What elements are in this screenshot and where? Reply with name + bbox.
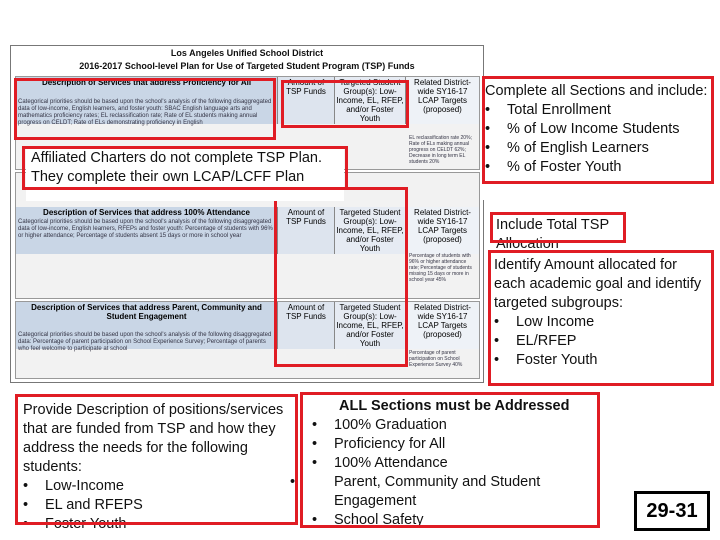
identify-item: • Foster Youth (494, 351, 712, 370)
complete-item: • % of Foster Youth (485, 158, 708, 177)
header-description: Description of Services that address Proficiency for All (16, 77, 278, 124)
header-description: Description of Services that address 100% Attendance (16, 207, 278, 254)
section-body: Categorical priorities should be based upon the school's analysis of the following disaggregated data of low-income, English learners, and foster youth: SBAC English language arts and mathematics proficiency rates; EL reclassification rate; Rate of EL students making annual progress on CELDT; Rate of ELs demonstrating proficiency in English (18, 99, 272, 126)
header-amount: Amount of TSP Funds (278, 207, 335, 254)
affiliated-charters-text: Affiliated Charters do not complete TSP Plan. They complete their own LCAP/LCFF Plan (31, 150, 322, 185)
document-title: 2016-2017 School-level Plan for Use of Targeted Student Program (TSP) Funds (79, 61, 415, 71)
complete-item: • % of Low Income Students (485, 120, 708, 139)
all-sections-item: • School Safety (312, 511, 606, 530)
all-sections-item: • Proficiency for All (312, 435, 606, 454)
header-description: Description of Services that address Parent, Community and Student Engagement (16, 302, 278, 349)
identify-item: • EL/RFEP (494, 332, 712, 351)
highlight-include-total-box (490, 212, 626, 243)
highlight-description-box (14, 78, 276, 140)
highlight-amount-column-box (274, 187, 408, 367)
identify-item: • Low Income (494, 313, 712, 332)
all-sections-item: • Parent, Community and Student Engagement (312, 473, 606, 511)
header-related-targets: Related District-wide SY16-17 LCAP Targets (proposed) (406, 77, 479, 124)
provide-item: • Low-Income (23, 477, 296, 496)
header-amount: Amount of TSP Funds (278, 77, 335, 124)
document-district: Los Angeles Unified School District (170, 48, 324, 58)
all-sections-item: • 100% Graduation (312, 416, 606, 435)
highlight-amount-group-box (281, 80, 409, 128)
provide-item: • EL and RFEPS (23, 496, 296, 515)
complete-item: • % of English Learners (485, 139, 708, 158)
header-target-group: Targeted Student Group(s): Low-Income, EL, RFEP, and/or Foster Youth (335, 207, 406, 254)
all-sections-title: ALL Sections must be Addressed (339, 398, 570, 414)
section-side-note: Percentage of students with 96% or higher attendance rate; Percentage of students missing 15 days or more in school year 45% (409, 253, 472, 283)
highlight-identify-box (488, 250, 714, 386)
all-sections-item: • 100% Attendance (312, 454, 606, 473)
complete-intro: Complete all Sections and include: (485, 83, 708, 99)
highlight-all-sections-box (300, 392, 600, 528)
identify-intro: Identify Amount allocated for each academic goal and identify targeted subgroups: (494, 257, 702, 311)
complete-item: • Total Enrollment (485, 101, 708, 120)
include-total-text: Include Total TSP Allocation (496, 217, 609, 252)
section-engagement (15, 301, 480, 379)
header-target-group: Targeted Student Group(s): Low-Income, EL, RFEP, and/or Foster Youth (335, 302, 406, 349)
section-body: Categorical priorities should be based upon the school's analysis of the following disaggregated data of low-income, English learners, RFEPs and foster youth: Percentage of students with 96% or higher attendance; Percentage of students absent 15 days or more in school year (18, 219, 273, 239)
provide-item: • Foster Youth (23, 515, 296, 534)
highlight-complete-box (482, 76, 714, 184)
header-related-targets: Related District-wide SY16-17 LCAP Targets (proposed) (406, 207, 479, 254)
section-side-note: EL reclassification rate 20%; Rate of ELs making annual progress on CELDT 62%; Decrease in long term EL students 20% (409, 135, 472, 165)
section-side-note: Percentage of parent participation on School Experience Survey 40% (409, 350, 463, 368)
highlight-affiliated-box (22, 146, 348, 190)
highlight-provide-box (15, 394, 298, 525)
header-related-targets: Related District-wide SY16-17 LCAP Targets (proposed) (406, 302, 479, 349)
page-number-badge: 29-31 (634, 491, 710, 531)
header-target-group: Targeted Student Group(s): Low-Income, EL, RFEP, and/or Foster Youth (335, 77, 406, 124)
header-amount: Amount of TSP Funds (278, 302, 335, 349)
section-body: Categorical priorities should be based upon the school's analysis of the following disaggregated data: Percentage of parent participation on School Experience Survey; Percentage of parents who feel welcome to participate at school (18, 332, 272, 352)
provide-intro: Provide Description of positions/services that are funded from TSP and how they address the needs for the following students: (23, 402, 284, 475)
